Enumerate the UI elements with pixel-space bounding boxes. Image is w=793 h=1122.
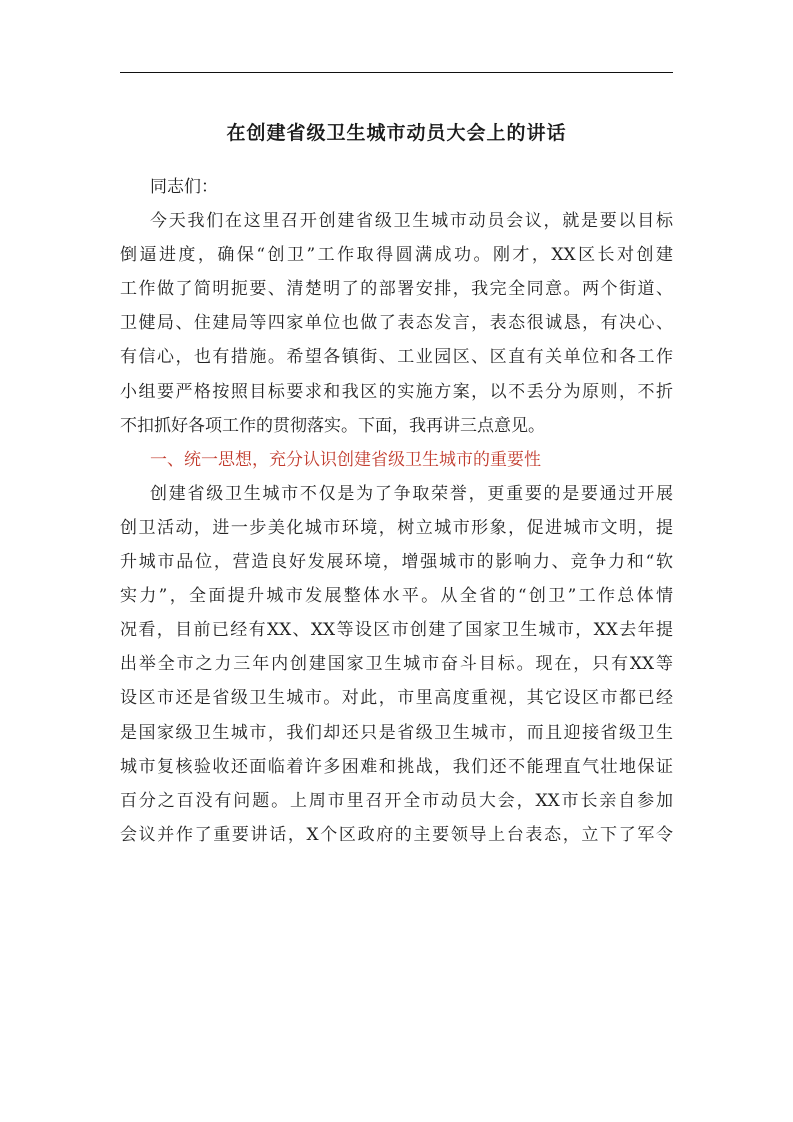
paragraph-line: 今天我们在这里召开创建省级卫生城市动员会议，就是要以目标 — [150, 211, 673, 232]
paragraph-line: 创建省级卫生城市不仅是为了争取荣誉，更重要的是要通过开展 — [150, 483, 673, 504]
paragraph-line: 有信心，也有措施。希望各镇街、工业园区、区直有关单位和各工作 — [120, 347, 673, 368]
paragraph-line: 卫健局、住建局等四家单位也做了表态发言，表态很诚恳，有决心、 — [120, 313, 673, 334]
paragraph-line: 会议并作了重要讲话，X个区政府的主要领导上台表态，立下了军令 — [120, 824, 673, 845]
paragraph-line: 小组要严格按照目标要求和我区的实施方案，以不丢分为原则，不折 — [120, 381, 673, 402]
paragraph-line: 城市复核验收还面临着许多困难和挑战，我们还不能理直气壮地保证 — [120, 756, 673, 777]
paragraph-line: 不扣抓好各项工作的贯彻落实。下面，我再讲三点意见。 — [120, 415, 545, 436]
paragraph-line: 是国家级卫生城市，我们却还只是省级卫生城市，而且迎接省级卫生 — [120, 722, 673, 743]
paragraph-line: 设区市还是省级卫生城市。对此，市里高度重视，其它设区市都已经 — [120, 688, 673, 709]
paragraph-line: 出举全市之力三年内创建国家卫生城市奋斗目标。现在，只有XX等 — [120, 654, 673, 675]
paragraph-line: 升城市品位，营造良好发展环境，增强城市的影响力、竞争力和“软 — [120, 552, 673, 573]
paragraph-line: 况看，目前已经有XX、XX等设区市创建了国家卫生城市，XX去年提 — [120, 620, 673, 641]
page-title: 在创建省级卫生城市动员大会上的讲话 — [226, 122, 567, 144]
paragraph-line: 百分之百没有问题。上周市里召开全市动员大会，XX市长亲自参加 — [120, 790, 673, 811]
section-heading: 一、统一思想，充分认识创建省级卫生城市的重要性 — [150, 449, 541, 470]
speech-body — [120, 170, 673, 852]
paragraph-line: 创卫活动，进一步美化城市环境，树立城市形象，促进城市文明，提 — [120, 517, 673, 538]
header-rule — [120, 72, 673, 73]
paragraph-line: 倒逼进度，确保“创卫”工作取得圆满成功。刚才，XX区长对创建 — [120, 245, 673, 266]
paragraph-line: 实力”，全面提升城市发展整体水平。从全省的“创卫”工作总体情 — [120, 586, 673, 607]
paragraph-line: 工作做了简明扼要、清楚明了的部署安排，我完全同意。两个街道、 — [120, 279, 673, 300]
salutation: 同志们： — [150, 177, 218, 197]
